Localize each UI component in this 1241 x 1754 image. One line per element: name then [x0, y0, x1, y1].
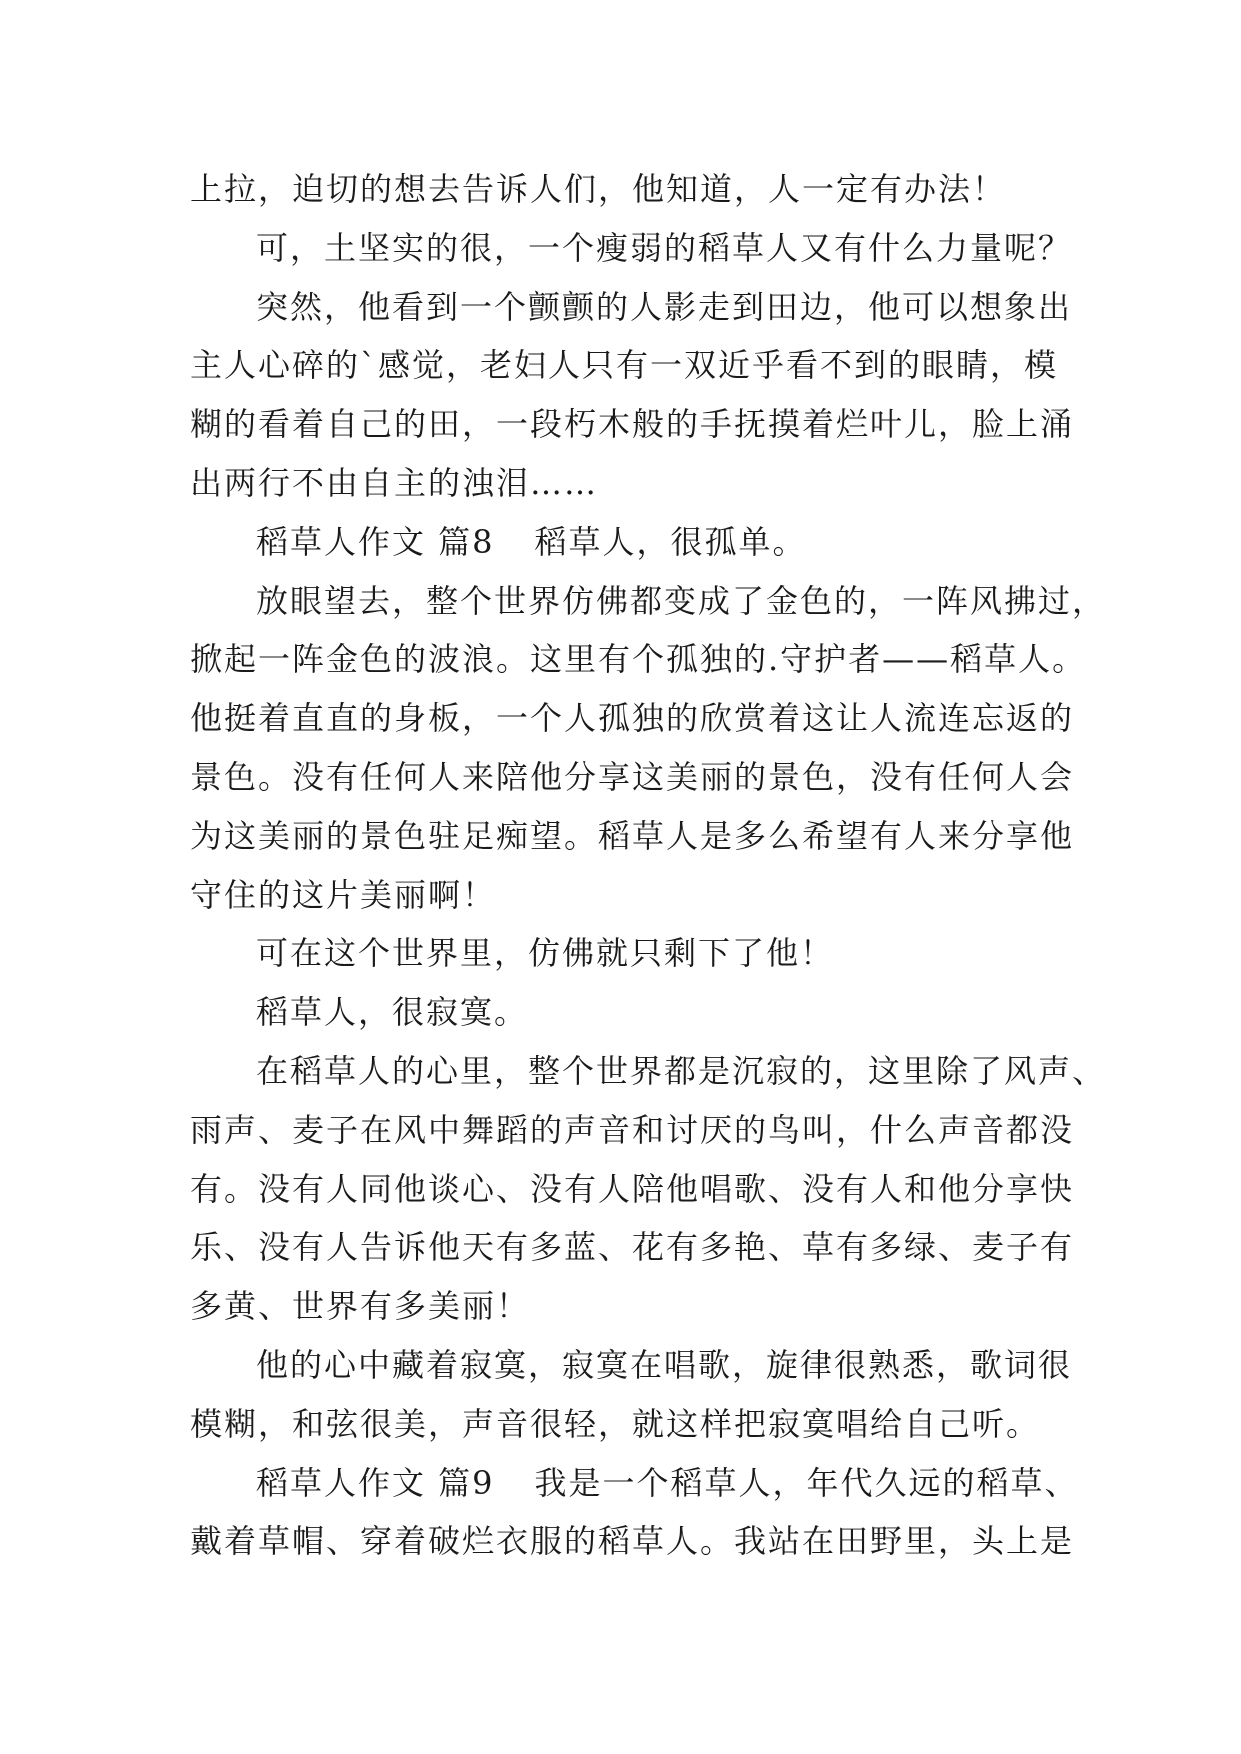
- line-text: 我是一个稻草人，年代久远的稻草、: [534, 1463, 1079, 1502]
- line-text: 出两行不由自主的浊泪……: [190, 463, 599, 502]
- text-line: [190, 572, 1107, 631]
- line-text: 戴着草帽、穿着破烂衣服的稻草人。我站在田野里，头上是: [190, 1522, 1075, 1561]
- line-text: 可，土坚实的很，一个瘦弱的稻草人又有什么力量呢？: [256, 228, 1073, 267]
- text-line: [190, 1395, 1070, 1454]
- text-line: [190, 1277, 1070, 1336]
- line-text: 稻草人，很孤单。: [534, 522, 807, 561]
- text-line: [190, 1512, 1075, 1571]
- text-line: [190, 1336, 1073, 1395]
- text-line: [190, 689, 1075, 748]
- line-text: 主人心碎的`感觉，老妇人只有一双近乎看不到的眼睛，模: [190, 346, 1059, 385]
- text-line: [190, 336, 1070, 395]
- line-text: 突然，他看到一个颤颤的人影走到田边，他可以想象出: [256, 287, 1073, 326]
- line-text: 乐、没有人告诉他天有多蓝、花有多艳、草有多绿、麦子有: [190, 1228, 1075, 1267]
- text-line: [190, 278, 1073, 337]
- line-text: 稻草人，很寂寞。: [256, 993, 529, 1032]
- text-line: [190, 748, 1075, 807]
- line-text: 多黄、世界有多美丽！: [190, 1287, 531, 1326]
- text-line: [190, 395, 1075, 454]
- line-text: 掀起一阵金色的波浪。这里有个孤独的.守护者——稻草人。: [190, 640, 1087, 679]
- section-heading: 稻草人作文 篇9: [256, 1463, 495, 1502]
- text-line: [190, 1218, 1075, 1277]
- text-line: [190, 630, 1087, 689]
- document-page: [190, 160, 1107, 1571]
- text-line: [190, 983, 1070, 1042]
- line-text: 可在这个世界里，仿佛就只剩下了他！: [256, 934, 835, 973]
- text-line: [190, 1101, 1075, 1160]
- section-heading-line: [190, 513, 1070, 572]
- line-text: 守住的这片美丽啊！: [190, 875, 497, 914]
- line-text: 雨声、麦子在风中舞蹈的声音和讨厌的鸟叫，什么声音都没: [190, 1110, 1075, 1149]
- line-text: 模糊，和弦很美，声音很轻，就这样把寂寞唱给自己听。: [190, 1404, 1041, 1443]
- line-text: 他挺着直直的身板，一个人孤独的欣赏着这让人流连忘返的: [190, 699, 1075, 738]
- line-text: 景色。没有任何人来陪他分享这美丽的景色，没有任何人会: [190, 757, 1075, 796]
- text-line: [190, 1042, 1107, 1101]
- text-line: [190, 807, 1075, 866]
- line-text: 他的心中藏着寂寞，寂寞在唱歌，旋律很熟悉，歌词很: [256, 1345, 1073, 1384]
- text-line: [190, 160, 1070, 219]
- section-heading-line: [190, 1454, 1079, 1513]
- text-line: [190, 454, 1070, 513]
- text-line: [190, 1160, 1075, 1219]
- text-line: [190, 924, 1070, 983]
- text-line: [190, 219, 1073, 278]
- line-text: 放眼望去，整个世界仿佛都变成了金色的，一阵风拂过，: [256, 581, 1107, 620]
- line-text: 在稻草人的心里，整个世界都是沉寂的，这里除了风声、: [256, 1051, 1107, 1090]
- line-text: 上拉，迫切的想去告诉人们，他知道，人一定有办法！: [190, 170, 1007, 208]
- line-text: 糊的看着自己的田，一段朽木般的手抚摸着烂叶儿，脸上涌: [190, 405, 1075, 444]
- line-text: 有。没有人同他谈心、没有人陪他唱歌、没有人和他分享快: [190, 1169, 1075, 1208]
- line-text: 为这美丽的景色驻足痴望。稻草人是多么希望有人来分享他: [190, 816, 1075, 855]
- section-heading: 稻草人作文 篇8: [256, 522, 495, 561]
- text-line: [190, 866, 1070, 925]
